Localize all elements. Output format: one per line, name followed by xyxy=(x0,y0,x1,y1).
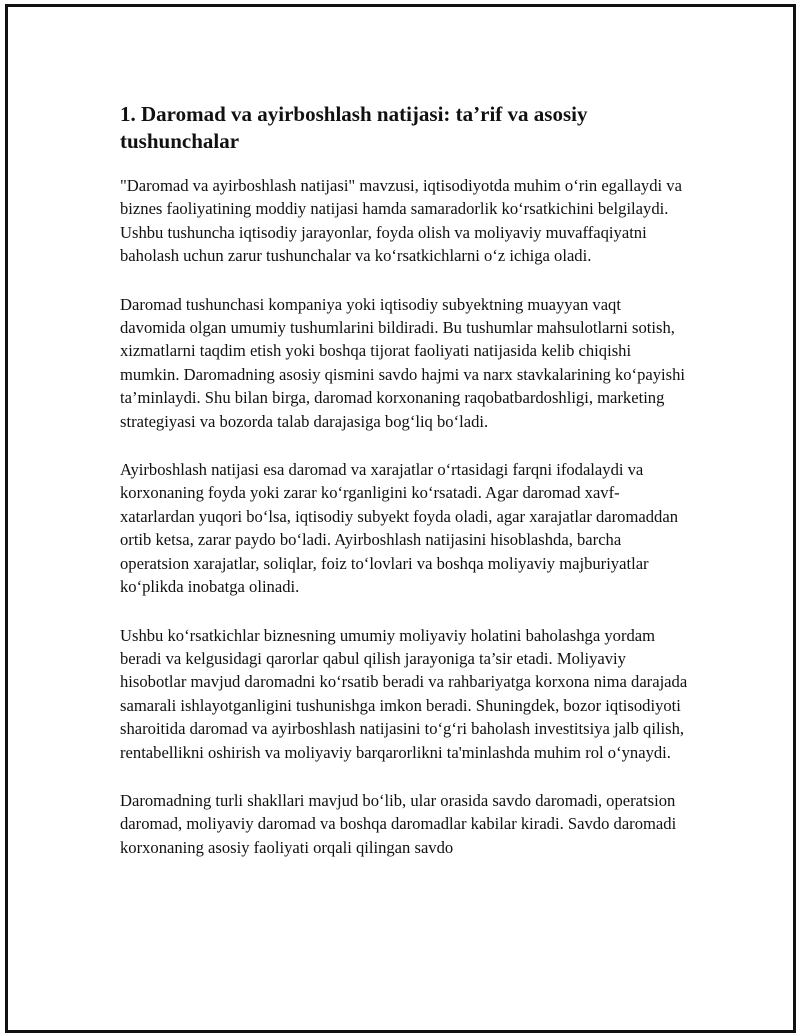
paragraph-income-definition: Daromad tushunchasi kompaniya yoki iqtisodiy subyektning muayyan vaqt davomida olgan umumiy tushumlarini bildiradi. Bu tushumlar mahsulotlarni sotish, xizmatlarni taqdim etish yoki boshqa tijorat faoliyati natijasida kelib chiqishi mumkin. Daromadning asosiy qismini savdo hajmi va narx stavkalarining ko‘payishi ta’minlaydi. Shu bilan birga, daromad korxonaning raqobatbardoshligi, marketing strategiyasi va bozorda talab darajasiga bog‘liq bo‘ladi. xyxy=(120,294,686,431)
paragraph-exchange-result: Ayirboshlash natijasi esa daromad va xarajatlar o‘rtasidagi farqni ifodalaydi va korxonaning foyda yoki zarar ko‘rganligini ko‘rsatadi. Agar daromad xavf-xatarlardan yuqori bo‘lsa, iqtisodiy subyekt foyda oladi, agar xarajatlar daromaddan ortib ketsa, zarar paydo bo‘ladi. Ayirboshlash natijasini hisoblashda, barcha operatsion xarajatlar, soliqlar, foiz to‘lovlari va boshqa moliyaviy majburiyatlar ko‘plikda inobatga olinadi. xyxy=(120,460,679,597)
paragraph-intro: "Daromad va ayirboshlash natijasi" mavzusi, iqtisodiyotda muhim o‘rin egallaydi va biznes faoliyatining moddiy natijasi hamda samaradorlik ko‘rsatkichini belgilaydi. Ushbu tushuncha iqtisodiy jarayonlar, foyda olish va moliyaviy muvaffaqiyatni baholash uchun zarur tushunchalar va ko‘rsatkichlarni o‘z ichiga oladi. xyxy=(120,176,682,266)
section-heading: 1. Daromad va ayirboshlash natijasi: ta’rif va asosiy tushunchalar xyxy=(120,102,588,153)
document-page xyxy=(5,4,796,1033)
paragraph-indicators: Ushbu ko‘rsatkichlar biznesning umumiy moliyaviy holatini baholashga yordam beradi va kelgusidagi qarorlar qabul qilish jarayoniga ta’sir etadi. Moliyaviy hisobotlar mavjud daromadni ko‘rsatib beradi va rahbariyatga korxona nima darajada samarali ishlayotganligini tushunishga imkon beradi. Shuningdek, bozor iqtisodiyoti sharoitida daromad va ayirboshlash natijasini to‘g‘ri baholash investitsiya jalb qilish, rentabellikni oshirish va moliyaviy barqarorlikni ta'minlashda muhim rol o‘ynaydi. xyxy=(120,625,688,762)
paragraph-income-forms: Daromadning turli shakllari mavjud bo‘lib, ular orasida savdo daromadi, operatsion daromad, moliyaviy daromad va boshqa daromadlar kabilar kiradi. Savdo daromadi korxonaning asosiy faoliyati orqali qilingan savdo xyxy=(120,790,677,857)
document-body xyxy=(120,101,690,884)
